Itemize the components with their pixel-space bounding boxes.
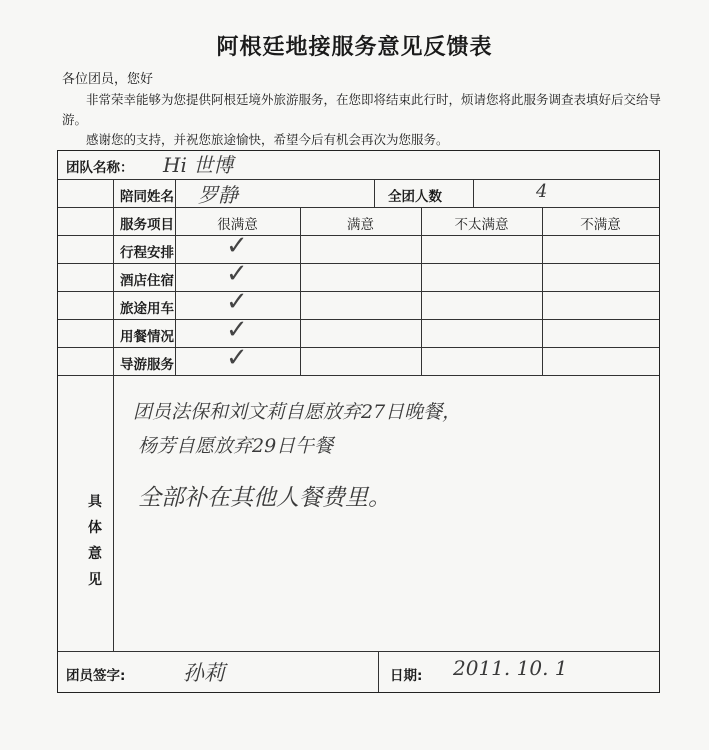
row-label-meals: 用餐情况 (120, 329, 174, 345)
check-mark-icon: ✓ (226, 259, 248, 289)
team-name-value: Hi 世博 (163, 153, 234, 177)
col-not-very-satisfied: 不太满意 (454, 217, 509, 233)
total-people-value: 4 (536, 181, 548, 202)
opinion-line-1: 团员法保和刘文莉自愿放弃27日晚餐， (133, 401, 462, 423)
check-mark-icon: ✓ (226, 343, 248, 373)
col-satisfied: 满意 (347, 217, 374, 233)
date-label: 日期: (390, 668, 423, 684)
companion-label: 陪同姓名 (120, 189, 174, 205)
feedback-table (57, 150, 660, 693)
row-label-hotel: 酒店住宿 (120, 273, 174, 289)
team-name-label: 团队名称： (66, 160, 134, 176)
signature-value: 孙莉 (183, 661, 225, 685)
check-mark-icon: ✓ (226, 231, 248, 261)
check-mark-icon: ✓ (226, 287, 248, 317)
signature-label: 团员签字: (66, 668, 126, 684)
service-item-header: 服务项目 (120, 217, 174, 233)
opinion-line-3: 全部补在其他人餐费里。 (138, 485, 391, 511)
companion-value: 罗静 (198, 183, 238, 207)
row-label-vehicle: 旅途用车 (120, 301, 174, 317)
date-value: 2011. 10. 1 (453, 656, 568, 680)
intro-paragraph: 非常荣幸能够为您提供阿根廷境外旅游服务，在您即将结束此行时，烦请您将此服务调查表填好后交给导游。 (62, 92, 662, 127)
greeting: 各位团员，您好 (62, 72, 154, 87)
opinion-line-2: 杨芳自愿放弃29日午餐 (138, 435, 334, 457)
check-mark-icon: ✓ (226, 315, 248, 345)
col-dissatisfied: 不满意 (580, 217, 621, 233)
thanks-paragraph: 感谢您的支持，并祝您旅途愉快，希望今后有机会再次为您服务。 (86, 132, 449, 147)
total-people-label: 全团人数 (388, 189, 442, 205)
col-very-satisfied: 很满意 (217, 217, 258, 233)
opinion-label: 具 体 意 见 (88, 494, 102, 588)
row-label-itinerary: 行程安排 (120, 245, 174, 261)
row-label-guide: 导游服务 (120, 357, 174, 373)
form-title: 阿根廷地接服务意见反馈表 (216, 35, 493, 60)
